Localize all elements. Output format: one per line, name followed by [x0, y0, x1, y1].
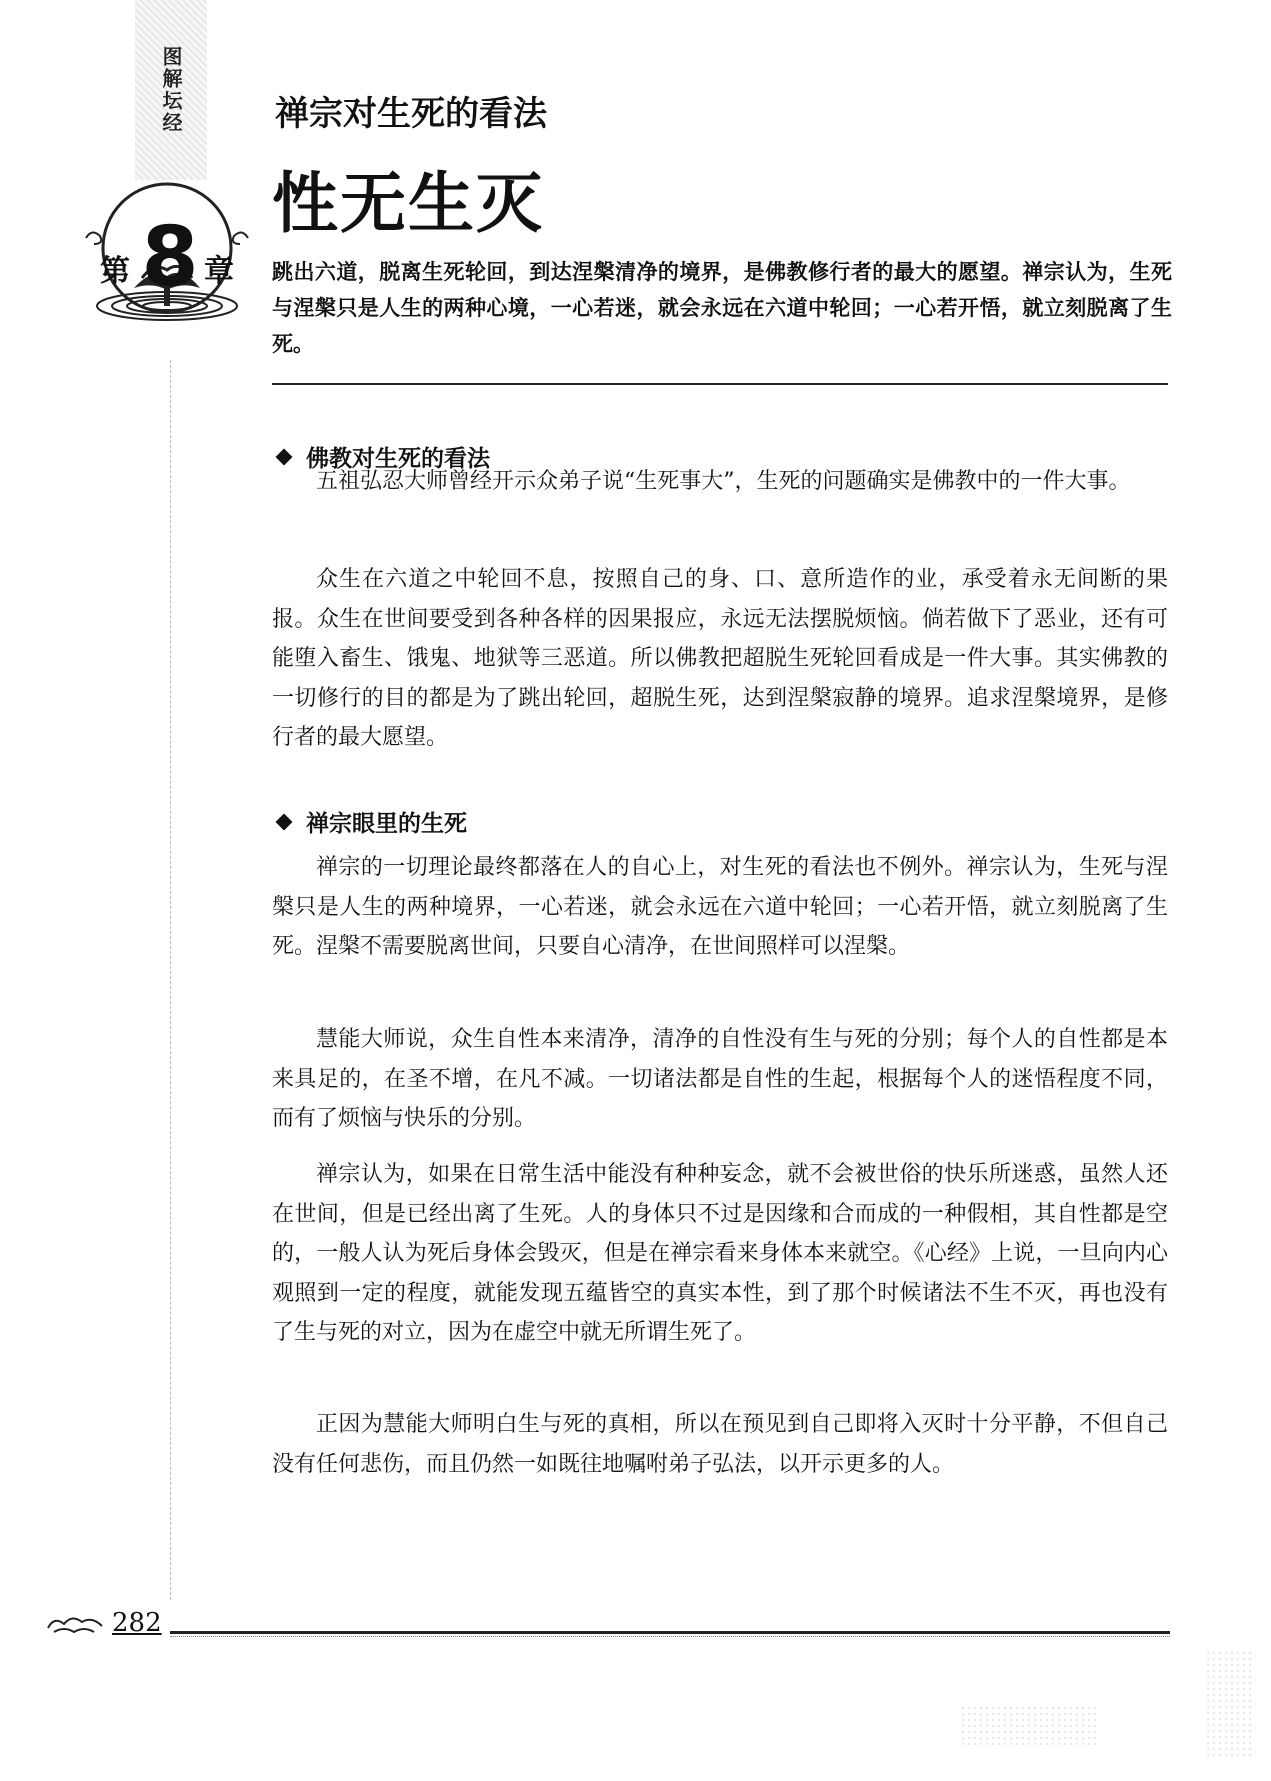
section-heading — [278, 805, 467, 838]
section-heading-text: 佛教对生死的看法 — [306, 446, 490, 472]
divider — [272, 383, 1168, 385]
chapter-suffix: 章 — [204, 254, 234, 289]
chapter-intro: 跳出六道，脱离生死轮回，到达涅槃清净的境界，是佛教修行者的最大的愿望。禅宗认为，生死与涅槃只是人生的两种心境，一心若迷，就会永远在六道中轮回；一心若开悟，就立刻脱离了生死。 — [272, 259, 1172, 356]
paragraph: 众生在六道之中轮回不息，按照自己的身、口、意所造作的业，承受着永无间断的果报。众生在世间要受到各种各样的因果报应，永远无法摆脱烦恼。倘若做下了恶业，还有可能堕入畜生、饿鬼、地狱等三恶道。所以佛教把超脱生死轮回看成是一件大事。其实佛教的一切修行的目的都是为了跳出轮回，超脱生死，达到涅槃寂静的境界。追求涅槃境界，是修行者的最大愿望。 — [272, 567, 1168, 750]
diamond-bullet-icon — [276, 813, 293, 830]
paragraph: 慧能大师说，众生自性本来清净，清净的自性没有生与死的分别；每个人的自性都是本来具足的，在圣不增，在凡不减。一切诸法都是自性的生起，根据每个人的迷悟程度不同，而有了烦恼与快乐的分别。 — [272, 1027, 1168, 1131]
chapter-number: 8 — [141, 210, 199, 305]
cloud-ornament-icon — [44, 1612, 110, 1638]
page-number: 282 — [112, 1608, 162, 1638]
paragraph: 禅宗认为，如果在日常生活中能没有种种妄念，就不会被世俗的快乐所迷惑，虽然人还在世间，但是已经出离了生死。人的身体只不过是因缘和合而成的一种假相，其自性都是空的，一般人认为死后身体会毁灭，但是在禅宗看来身体本来就空。《心经》上说，一旦向内心观照到一定的程度，就能发现五蕴皆空的真实本性，到了那个时候诸法不生不灭，再也没有了生与死的对立，因为在虚空中就无所谓生死了。 — [272, 1162, 1168, 1345]
footer-rule — [170, 1631, 1170, 1634]
paragraph: 正因为慧能大师明白生与死的真相，所以在预见到自己即将入灭时十分平静，不但自己没有任何悲伤，而且仍然一如既往地嘱咐弟子弘法，以开示更多的人。 — [272, 1412, 1168, 1477]
chapter-subtitle: 禅宗对生死的看法 — [275, 94, 547, 134]
footer-rule-dotted — [170, 1636, 1170, 1637]
chapter-title: 性无生灭 — [272, 165, 544, 242]
chapter-prefix: 第 — [100, 254, 130, 289]
section-heading-text: 禅宗眼里的生死 — [306, 811, 467, 837]
scan-noise — [960, 1705, 1100, 1745]
chapter-badge — [82, 180, 252, 370]
paragraph: 禅宗的一切理论最终都落在人的自心上，对生死的看法也不例外。禅宗认为，生死与涅槃只是人生的两种境界，一心若迷，就会永远在六道中轮回；一心若开悟，就立刻脱离了生死。涅槃不需要脱离世间，只要自心清净，在世间照样可以涅槃。 — [272, 855, 1168, 959]
paragraph: 五祖弘忍大师曾经开示众弟子说“生死事大”，生死的问题确实是佛教中的一件大事。 — [316, 469, 1131, 494]
scan-noise — [1205, 1650, 1255, 1760]
series-label: 图解坛经 — [159, 46, 183, 134]
margin-line — [170, 360, 171, 1600]
